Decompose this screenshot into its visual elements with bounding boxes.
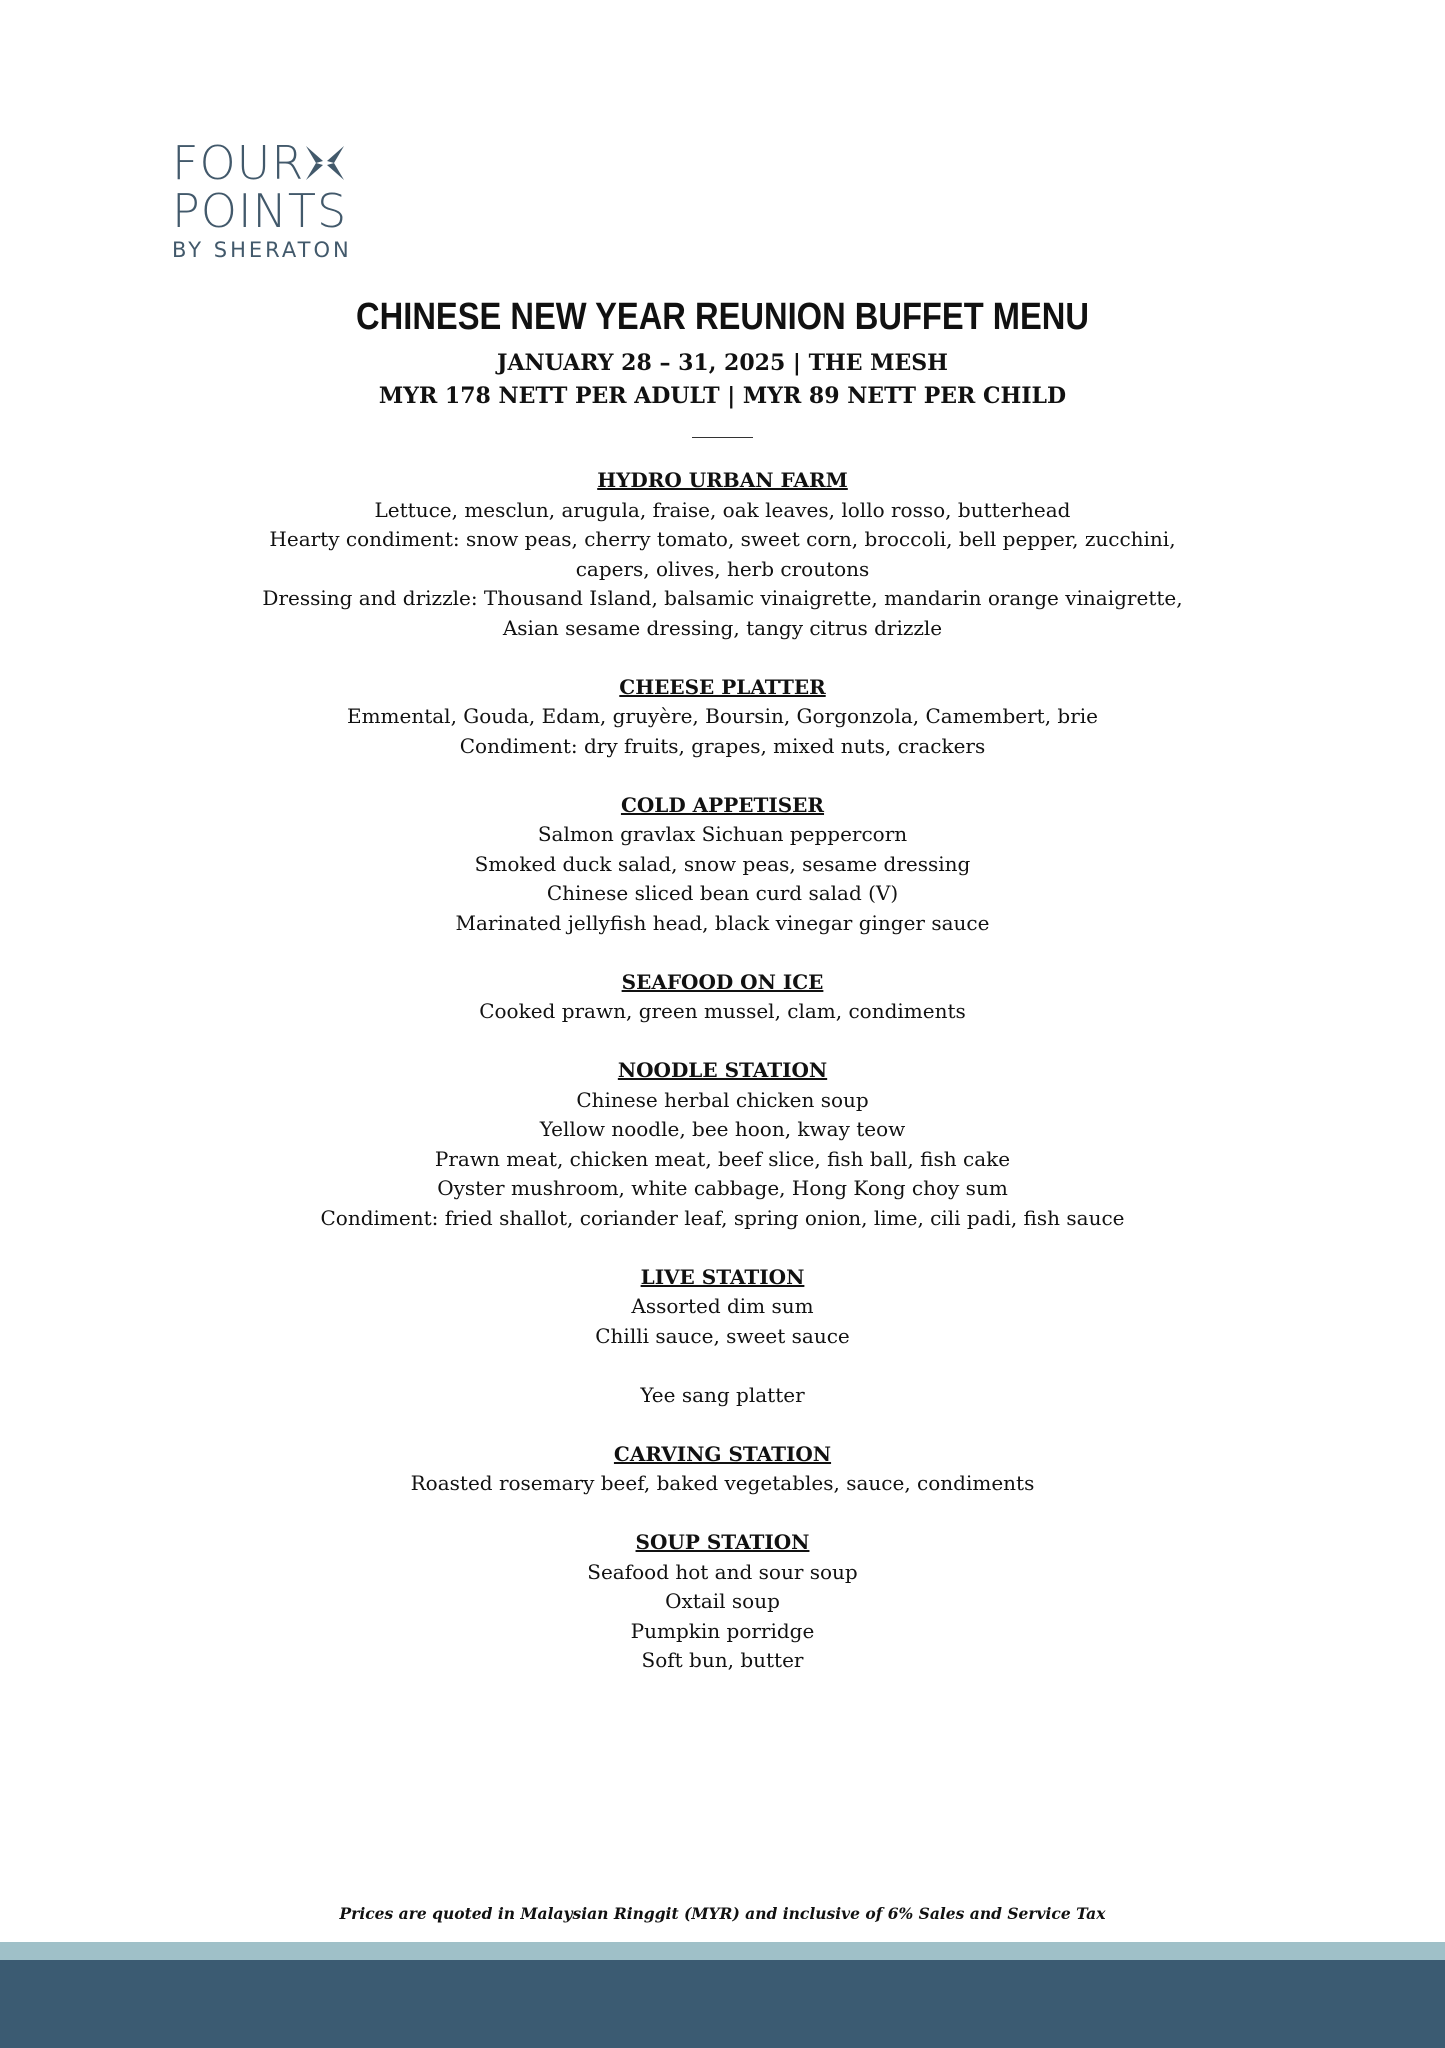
menu-section-live-station — [0, 1263, 1445, 1352]
menu-section-cold-appetiser — [0, 791, 1445, 939]
menu-line: Hearty condiment: snow peas, cherry tomato, sweet corn, broccoli, bell pepper, zucchini, — [269, 527, 1176, 551]
section-title: CARVING STATION — [613, 1441, 832, 1466]
section-title: SEAFOOD ON ICE — [621, 969, 824, 994]
logo-text-points: POINTS — [172, 184, 348, 238]
section-title: COLD APPETISER — [620, 792, 825, 817]
menu-sections — [0, 466, 1445, 1705]
footer-band-dark — [0, 1960, 1445, 2048]
menu-line: Smoked duck salad, snow peas, sesame dressing — [474, 851, 971, 876]
menu-line: Dressing and drizzle: Thousand Island, balsamic vinaigrette, mandarin orange vinaigrette, — [262, 586, 1183, 610]
menu-line: Cooked prawn, green mussel, clam, condiments — [479, 999, 966, 1023]
four-points-logo — [172, 136, 372, 265]
divider — [692, 437, 753, 438]
menu-section-noodle-station — [0, 1056, 1445, 1233]
menu-line: Pumpkin porridge — [630, 1618, 815, 1643]
section-title: NOODLE STATION — [617, 1058, 828, 1082]
menu-line: Lettuce, mesclun, arugula, fraise, oak leaves, lollo rosso, butterhead — [374, 497, 1071, 522]
menu-line: Soft bun, butter — [641, 1648, 804, 1672]
footer-band-light — [0, 1942, 1445, 1960]
menu-line: Chinese sliced bean curd salad (V) — [546, 881, 899, 905]
menu-line: Emmental, Gouda, Edam, gruyère, Boursin, Gorgonzola, Camembert, brie — [346, 704, 1099, 728]
menu-line: Roasted rosemary beef, baked vegetables, sauce, condiments — [410, 1471, 1035, 1495]
section-title: CHEESE PLATTER — [619, 674, 826, 699]
menu-line: Assorted dim sum — [631, 1294, 814, 1318]
tax-footnote: Prices are quoted in Malaysian Ringgit (MYR) and inclusive of 6% Sales and Service Tax — [339, 1904, 1106, 1923]
menu-line: Oyster mushroom, white cabbage, Hong Kong choy sum — [437, 1176, 1008, 1200]
menu-line: Seafood hot and sour soup — [587, 1559, 858, 1584]
menu-line: Condiment: fried shallot, coriander leaf, spring onion, lime, cili padi, fish sauce — [320, 1205, 1125, 1230]
logo-text-by-sheraton: BY SHERATON — [172, 238, 352, 262]
menu-line: Salmon gravlax Sichuan peppercorn — [537, 822, 908, 846]
page-title: CHINESE NEW YEAR REUNION BUFFET MENU — [356, 296, 1089, 338]
section-title: LIVE STATION — [640, 1264, 805, 1289]
menu-section-carving-station — [0, 1440, 1445, 1499]
menu-section-seafood-on-ice — [0, 968, 1445, 1027]
menu-line: Marinated jellyfish head, black vinegar ginger sauce — [455, 910, 990, 935]
logo-text-four: FOUR — [172, 136, 305, 190]
menu-section-soup-station — [0, 1528, 1445, 1676]
menu-line: capers, olives, herb croutons — [575, 556, 870, 581]
menu-line: Chilli sauce, sweet sauce — [595, 1323, 850, 1348]
menu-section-yee-sang — [0, 1381, 1445, 1411]
menu-line: Prawn meat, chicken meat, beef slice, fish ball, fish cake — [434, 1146, 1011, 1171]
menu-section-hydro-urban-farm — [0, 466, 1445, 643]
pricing: MYR 178 NETT PER ADULT | MYR 89 NETT PER CHILD — [378, 383, 1067, 409]
menu-line: Chinese herbal chicken soup — [576, 1087, 869, 1112]
menu-line: Condiment: dry fruits, grapes, mixed nuts, crackers — [459, 733, 986, 758]
date-venue: JANUARY 28 – 31, 2025 | THE MESH — [497, 350, 948, 376]
menu-line: Oxtail soup — [665, 1589, 780, 1613]
menu-line: Yee sang platter — [640, 1382, 805, 1407]
menu-line: Asian sesame dressing, tangy citrus drizzle — [502, 615, 943, 640]
four-points-x-icon — [304, 144, 346, 182]
menu-section-cheese-platter — [0, 673, 1445, 762]
section-title: HYDRO URBAN FARM — [597, 468, 848, 492]
section-title: SOUP STATION — [635, 1530, 810, 1554]
menu-line: Yellow noodle, bee hoon, kway teow — [539, 1117, 906, 1141]
